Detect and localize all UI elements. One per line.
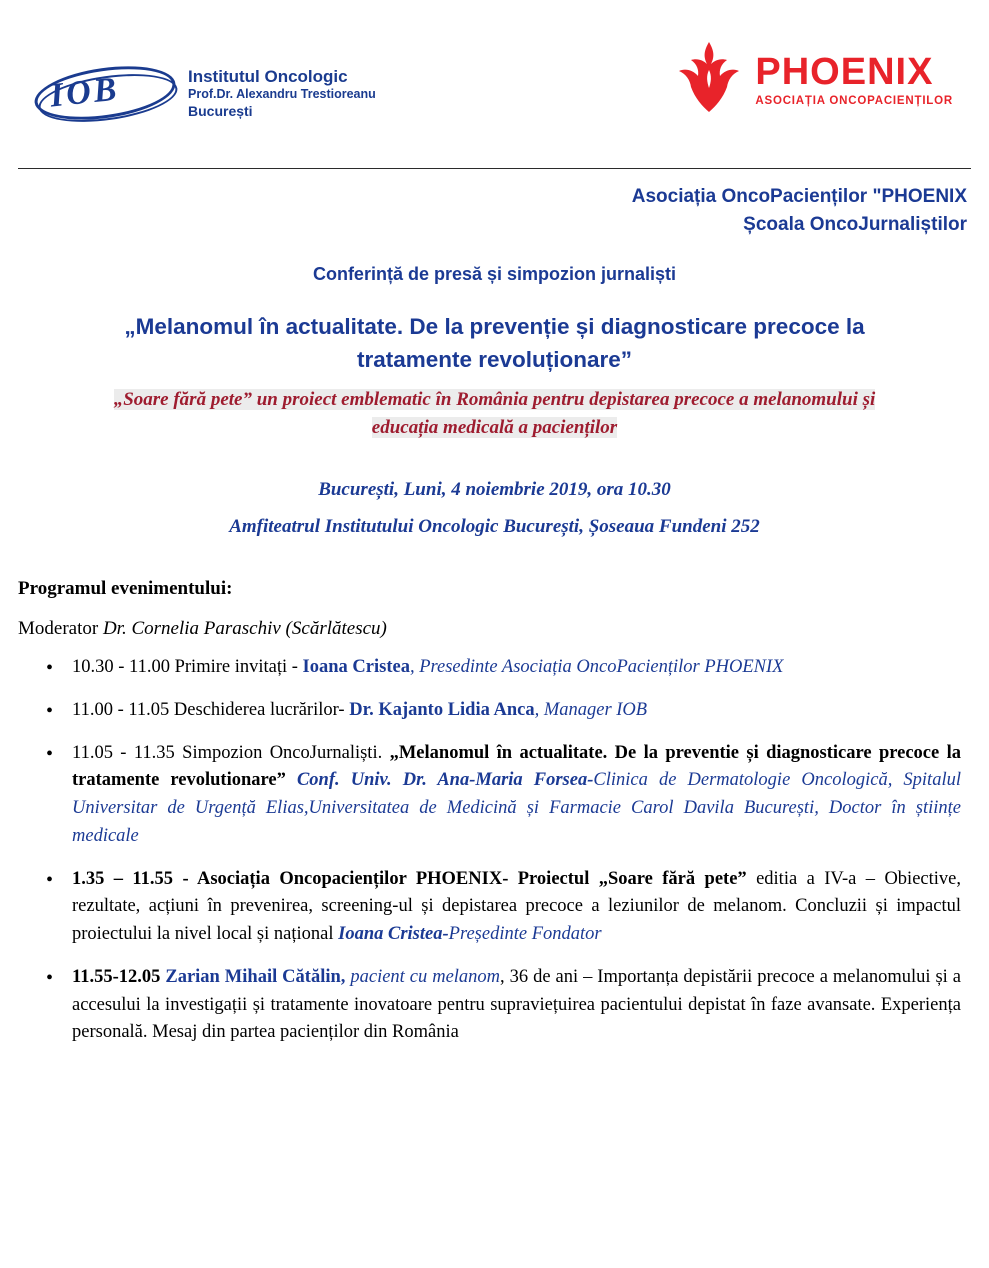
event-title-line-2: tratamente revoluționare” [356,346,633,372]
agenda-item-1 [72,654,971,682]
iob-emblem-icon [34,62,174,124]
agenda-item-2 [72,697,971,725]
iob-institution-text [188,66,376,120]
iob-line-3: București [188,102,253,119]
iob-logo [34,62,376,124]
event-title-line-1: „Melanomul în actualitate. De la prevenție și diagnosticare precoce la [124,314,865,340]
agenda-item-1-text: Primire invitați - [169,657,303,678]
agenda-item-5-body: , 36 de ani – Importanța depistării precoce a melanomului și a accesului la investigații și tratamente inovatoare pentru supraviețuirea pacientului depistat în faze avansate. Experiența personală. Mesaj din partea pacienților din România [72,966,961,1043]
organizer-line-2: Școala OncoJurnaliștilor [743,213,967,235]
agenda-item-2-time: 11.00 - 11.05 [72,699,170,720]
moderator-name: Dr. Cornelia Paraschiv (Scărlătescu) [102,618,387,640]
event-kind: Conferință de presă și simpozion jurnaliști [312,264,677,285]
agenda-item-1-role: , Presedinte Asociația OncoPacienților PHOENIX [409,657,784,678]
agenda-item-3-time: 11.05 - 11.35 [72,742,175,763]
phoenix-name: PHOENIX [755,51,934,94]
agenda-item-3-speaker: Conf. Univ. Dr. Ana-Maria Forsea- [285,770,594,791]
event-subtitle-line-1: „Soare fără pete” un proiect emblematic în România pentru depistarea precoce a melanomului și [113,389,876,411]
phoenix-wordmark [755,53,953,107]
iob-initials: IOB [48,70,122,115]
event-datetime: București, Luni, 4 noiembrie 2019, ora 10.30 [318,479,671,501]
agenda-item-4-lead: 1.35 – 11.55 - Asociația Oncopacienților PHOENIX- Proiectul „Soare fără pete” [72,868,747,889]
agenda-item-4-role: Președinte Fondator [448,924,602,945]
program-heading: Programul evenimentului: [18,578,233,600]
agenda-item-4 [72,866,971,949]
agenda-item-5-role: pacient cu melanom [345,966,501,987]
iob-line-1: Institutul Oncologic [188,66,348,86]
phoenix-subtitle: ASOCIAȚIA ONCOPACIENȚILOR [755,94,953,107]
agenda-item-3-text: Simpozion OncoJurnaliști. [174,742,390,763]
iob-line-2: Prof.Dr. Alexandru Trestioreanu [188,87,376,102]
event-title [18,311,971,376]
agenda-item-3 [72,740,971,851]
event-location: Amfiteatrul Institutului Oncologic București, Șoseaua Fundeni 252 [229,515,760,537]
agenda-item-4-body: editia a IV-a – Obiective, rezultate, acțiuni în prevenirea, screening-ul și depistarea precoce a leziunilor de melanom. Concluzii și impactul proiectului la nivel local și național [72,868,961,945]
moderator-line [18,618,971,640]
moderator-label: Moderator [18,618,103,640]
agenda-item-2-role: , Manager IOB [534,699,648,720]
agenda-item-5-lead: 11.55-12.05 [72,966,166,987]
phoenix-logo [673,40,953,120]
agenda-item-3-title: „Melanomul în actualitate. De la preventie și diagnosticare precoce la tratamente revolutionare” [72,742,961,791]
organizer-block [18,183,971,238]
agenda-item-5 [72,964,971,1047]
header-divider [18,168,971,169]
agenda-list [18,654,971,1047]
agenda-item-1-speaker: Ioana Cristea [302,657,410,678]
event-subtitle [18,386,971,441]
agenda-item-3-affiliation: Clinica de Dermatologie Oncologică, Spitalul Universitar de Urgență Elias,Universitatea de Medicină și Farmacie Carol Davila București, Doctor în științe medicale [72,770,961,846]
agenda-item-2-text: Deschiderea lucrărilor- [169,699,350,720]
agenda-item-1-time: 10.30 - 11.00 [72,657,170,678]
agenda-item-2-speaker: Dr. Kajanto Lidia Anca [349,699,535,720]
phoenix-bird-icon [673,40,745,120]
agenda-item-4-speaker: Ioana Cristea- [338,924,449,945]
organizer-line-1: Asociația OncoPacienților "PHOENIX [631,186,967,207]
agenda-item-5-speaker: Zarian Mihail Cătălin, [165,966,346,987]
logo-header [18,0,971,160]
event-subtitle-line-2: educația medicală a pacienților [371,416,618,438]
